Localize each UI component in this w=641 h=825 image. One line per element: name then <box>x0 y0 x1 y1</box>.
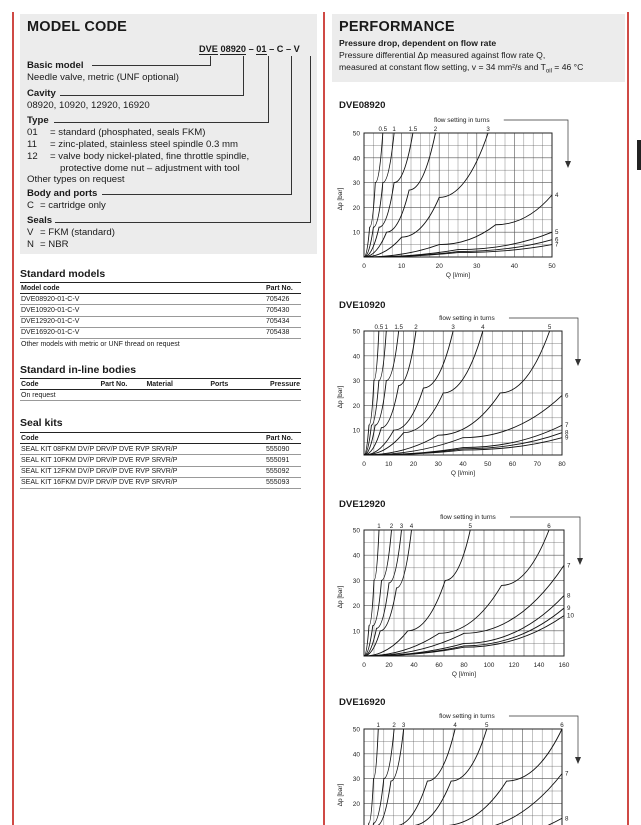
desc-2-text: measured at constant flow setting, v = 34 mm²/s and T <box>339 62 546 72</box>
series-label: 3 <box>399 523 404 530</box>
x-tick-label: 40 <box>459 461 467 468</box>
y-axis-label: Δp [bar] <box>337 187 344 211</box>
x-tick-label: 60 <box>435 662 443 669</box>
model-code-cell: DVE08920-01-C-V <box>20 294 265 305</box>
page-edge-tab <box>637 140 641 170</box>
basic-model-heading: Basic model <box>27 60 84 71</box>
type-key-12: 12 <box>27 151 38 162</box>
part-no-cell: 555090 <box>265 444 301 455</box>
cavity-values: 08920, 10920, 12920, 16920 <box>27 100 150 111</box>
connector-body-v <box>291 56 292 195</box>
connector-basic <box>92 65 211 66</box>
x-tick-label: 20 <box>409 461 418 468</box>
connector-seals-v <box>310 56 311 223</box>
seals-key-v: V <box>27 227 34 238</box>
ports-cell <box>209 390 269 401</box>
seal-kit-code-cell: SEAL KIT 12FKM DV/P DRV/P DVE RVP SRVR/P <box>20 466 265 477</box>
code-part-seals: V <box>293 44 300 54</box>
type-desc-11: = zinc-plated, stainless steel spindle 0.3 mm <box>50 139 238 150</box>
x-tick-label: 50 <box>548 263 556 270</box>
series-label: 2 <box>433 126 438 133</box>
header-ports: Ports <box>209 379 269 390</box>
series-label: 6 <box>555 236 559 244</box>
annotation-bracket <box>509 716 578 759</box>
y-tick-label: 10 <box>352 229 360 237</box>
x-tick-label: 80 <box>558 461 566 468</box>
chart-title: DVE16920 <box>339 697 386 708</box>
x-tick-label: 0 <box>362 263 366 270</box>
series-label: 6 <box>560 722 564 729</box>
x-tick-label: 40 <box>510 263 519 270</box>
x-tick-label: 120 <box>508 662 520 669</box>
table-row <box>20 327 301 338</box>
header-pressure: Pressure <box>269 379 301 390</box>
code-part-type: 01 <box>256 44 267 54</box>
y-tick-label: 50 <box>352 527 360 535</box>
chart-title: DVE10920 <box>339 300 386 311</box>
series-label: 8 <box>565 815 569 823</box>
chart-svg <box>334 110 624 293</box>
flow-setting-annotation: flow setting in turns <box>433 117 490 124</box>
part-no-cell: 555092 <box>265 466 301 477</box>
seal-kits-title: Seal kits <box>20 417 63 429</box>
standard-models-table <box>20 282 301 349</box>
standard-models-title: Standard models <box>20 268 106 280</box>
type-heading: Type <box>27 115 49 126</box>
type-other: Other types on request <box>27 174 125 185</box>
series-label: 1 <box>377 523 381 530</box>
header-code: Code <box>20 379 99 390</box>
series-label: 9 <box>565 434 569 442</box>
y-tick-label: 30 <box>352 378 360 386</box>
x-tick-label: 50 <box>484 461 492 468</box>
y-axis-label: Δp [bar] <box>337 585 344 609</box>
y-tick-label: 30 <box>352 577 360 585</box>
x-tick-label: 70 <box>533 461 541 468</box>
connector-seals <box>55 222 311 223</box>
part-no-cell: 705438 <box>265 327 301 338</box>
seal-kit-code-cell: SEAL KIT 08FKM DV/P DRV/P DVE RVP SRVR/P <box>20 444 265 455</box>
table-header-row <box>20 283 301 294</box>
x-axis-label: Q [l/min] <box>451 671 477 678</box>
series-label: 5 <box>485 722 489 729</box>
x-tick-label: 30 <box>434 461 442 468</box>
x-axis-label: Q [l/min] <box>450 470 476 477</box>
x-tick-label: 40 <box>410 662 418 669</box>
type-key-11: 11 <box>27 139 37 150</box>
series-label: 2 <box>389 523 394 530</box>
connector-type <box>54 122 269 123</box>
code-part-body: C <box>276 44 284 54</box>
series-label: 2 <box>392 722 396 729</box>
code-part-cavity: 08920 <box>220 44 247 54</box>
flow-setting-annotation: flow setting in turns <box>439 315 495 322</box>
series-label: 7 <box>567 562 571 570</box>
header-part-no: Part No. <box>265 433 301 444</box>
annotation-arrow <box>565 161 571 168</box>
cavity-heading: Cavity <box>27 88 56 99</box>
inline-bodies-title: Standard in-line bodies <box>20 364 137 376</box>
connector-basic-v <box>210 56 211 66</box>
part-no-cell <box>99 390 145 401</box>
seal-kit-code-cell: SEAL KIT 10FKM DV/P DRV/P DVE RVP SRVR/P <box>20 455 265 466</box>
series-label: 1.5 <box>394 324 403 331</box>
y-tick-label: 50 <box>352 726 360 734</box>
model-code-cell: DVE12920-01-C-V <box>20 316 265 327</box>
series-label: 1 <box>392 126 396 133</box>
part-no-cell: 555093 <box>265 477 301 488</box>
y-tick-label: 30 <box>352 776 360 784</box>
type-desc-12: = valve body nickel-plated, fine throttle spindle, <box>50 151 250 162</box>
table-row <box>20 444 301 455</box>
chart-title: DVE08920 <box>339 100 386 111</box>
model-code-string <box>199 44 300 54</box>
table-row <box>20 466 301 477</box>
type-key-01: 01 <box>27 127 38 138</box>
model-code-title: MODEL CODE <box>27 19 128 35</box>
series-label: 6 <box>547 523 551 530</box>
annotation-bracket <box>510 517 580 560</box>
table-note-row <box>20 338 301 349</box>
series-label: 1 <box>384 324 389 331</box>
chart-svg <box>334 509 624 692</box>
table-row <box>20 294 301 305</box>
y-axis-label: Δp [bar] <box>337 783 344 807</box>
series-label: 9 <box>567 605 571 613</box>
series-line <box>364 729 487 825</box>
connector-cavity-v <box>243 56 244 96</box>
table-row <box>20 455 301 466</box>
y-tick-label: 20 <box>352 603 360 611</box>
series-label: 7 <box>565 422 569 430</box>
grid <box>364 729 562 825</box>
series-label: 1 <box>376 722 380 729</box>
performance-subtitle: Pressure drop, dependent on flow rate <box>339 38 497 48</box>
part-no-cell: 555091 <box>265 455 301 466</box>
performance-desc-1: Pressure differential Δp measured against flow rate Q, <box>339 50 546 60</box>
part-no-cell: 705434 <box>265 316 301 327</box>
annotation-arrow <box>577 558 583 565</box>
code-sep-3: – <box>285 44 292 54</box>
series-label: 4 <box>555 192 559 199</box>
body-key-c: C <box>27 200 34 211</box>
series-label: 3 <box>451 324 455 331</box>
y-tick-label: 50 <box>352 328 360 336</box>
connector-type-v <box>268 56 269 123</box>
x-tick-label: 20 <box>385 662 393 669</box>
right-border-line <box>627 12 629 825</box>
desc-subscript: oil <box>545 68 552 75</box>
seals-desc-n: = NBR <box>40 239 69 250</box>
seals-desc-v: = FKM (standard) <box>40 227 115 238</box>
series-label: 8 <box>567 592 571 600</box>
series-label: 3 <box>401 722 406 729</box>
y-tick-label: 30 <box>352 180 360 188</box>
x-tick-label: 140 <box>533 662 545 669</box>
series-label: 7 <box>565 770 569 778</box>
header-part-no: Part No. <box>265 283 301 294</box>
y-tick-label: 10 <box>352 628 360 636</box>
table-row <box>20 477 301 488</box>
pressure-cell <box>269 390 301 401</box>
annotation-arrow <box>575 359 581 366</box>
chart-title: DVE12920 <box>339 499 386 510</box>
material-cell <box>145 390 209 401</box>
series-label: 5 <box>468 523 472 530</box>
y-tick-label: 40 <box>352 552 360 560</box>
x-tick-label: 10 <box>385 461 393 468</box>
table-header-row <box>20 379 301 390</box>
header-part-no: Part No. <box>99 379 145 390</box>
table-row <box>20 305 301 316</box>
table-header-row <box>20 433 301 444</box>
series-label: 8 <box>565 429 569 437</box>
performance-title: PERFORMANCE <box>339 19 455 35</box>
code-sep-2: – <box>269 44 275 54</box>
standard-models-note: Other models with metric or UNF thread on request <box>21 340 180 348</box>
x-tick-label: 160 <box>558 662 570 669</box>
flow-setting-annotation: flow setting in turns <box>439 713 495 720</box>
center-border-line <box>323 12 325 825</box>
y-tick-label: 40 <box>352 751 360 759</box>
model-code-cell: DVE16920-01-C-V <box>20 327 265 338</box>
chart-svg <box>334 310 624 491</box>
annotation-bracket <box>504 120 568 163</box>
series-label: 4 <box>481 324 485 331</box>
series-label: 4 <box>409 523 414 530</box>
x-tick-label: 0 <box>362 461 366 468</box>
x-tick-label: 0 <box>362 662 366 669</box>
table-row <box>20 390 301 401</box>
flow-setting-annotation: flow setting in turns <box>440 514 496 521</box>
series-label: 4 <box>453 722 457 729</box>
seals-key-n: N <box>27 239 34 250</box>
series-label: 0.5 <box>374 324 384 331</box>
body-ports-heading: Body and ports <box>27 188 98 199</box>
x-tick-label: 60 <box>508 461 517 468</box>
series-label: 5 <box>555 229 559 237</box>
y-tick-label: 20 <box>352 204 360 212</box>
seals-heading: Seals <box>27 215 53 226</box>
series-label: 1.5 <box>408 126 418 133</box>
header-model-code: Model code <box>20 283 265 294</box>
y-tick-label: 40 <box>352 155 360 163</box>
x-tick-label: 20 <box>435 263 443 270</box>
x-tick-label: 100 <box>483 662 495 669</box>
series-line <box>364 729 378 825</box>
seal-kit-code-cell: SEAL KIT 16FKM DV/P DRV/P DVE RVP SRVR/P <box>20 477 265 488</box>
y-tick-label: 20 <box>352 402 360 410</box>
code-part-prefix: DVE <box>199 44 218 54</box>
code-sep-1: – <box>248 44 254 54</box>
y-axis-label: Δp [bar] <box>337 385 344 409</box>
table-row <box>20 316 301 327</box>
performance-desc-2 <box>339 62 583 75</box>
series-label: 6 <box>565 392 569 400</box>
inline-bodies-table <box>20 378 301 401</box>
header-code: Code <box>20 433 265 444</box>
series-label: 2 <box>414 324 418 331</box>
header-material: Material <box>145 379 209 390</box>
x-tick-label: 80 <box>460 662 468 669</box>
y-tick-label: 50 <box>352 130 360 138</box>
code-cell: On request <box>20 390 99 401</box>
series-line <box>364 729 394 825</box>
series-label: 5 <box>547 324 552 331</box>
body-desc-c: = cartridge only <box>40 200 106 211</box>
part-no-cell: 705430 <box>265 305 301 316</box>
part-no-cell: 705426 <box>265 294 301 305</box>
basic-model-desc: Needle valve, metric (UNF optional) <box>27 72 179 83</box>
series-label: 0.5 <box>378 126 388 133</box>
connector-cavity <box>60 95 244 96</box>
x-tick-label: 30 <box>473 263 481 270</box>
series-label: 10 <box>567 612 574 620</box>
series-label: 3 <box>486 126 490 133</box>
left-border-line <box>12 12 14 825</box>
type-desc-01: = standard (phosphated, seals FKM) <box>50 127 206 138</box>
chart-svg <box>334 707 624 825</box>
y-tick-label: 20 <box>352 800 360 808</box>
connector-body <box>102 194 292 195</box>
type-desc-12-cont: protective dome nut – adjustment with tool <box>60 163 240 174</box>
y-tick-label: 40 <box>352 353 360 361</box>
grid <box>364 331 562 455</box>
x-axis-label: Q [l/min] <box>445 272 471 279</box>
model-code-cell: DVE10920-01-C-V <box>20 305 265 316</box>
grid <box>364 530 564 656</box>
series-label: 7 <box>555 241 559 249</box>
y-tick-label: 10 <box>352 427 360 435</box>
desc-2-end: = 46 °C <box>551 62 584 72</box>
x-tick-label: 10 <box>397 263 406 270</box>
annotation-arrow <box>575 757 581 764</box>
seal-kits-table <box>20 432 301 489</box>
annotation-bracket <box>509 318 578 361</box>
